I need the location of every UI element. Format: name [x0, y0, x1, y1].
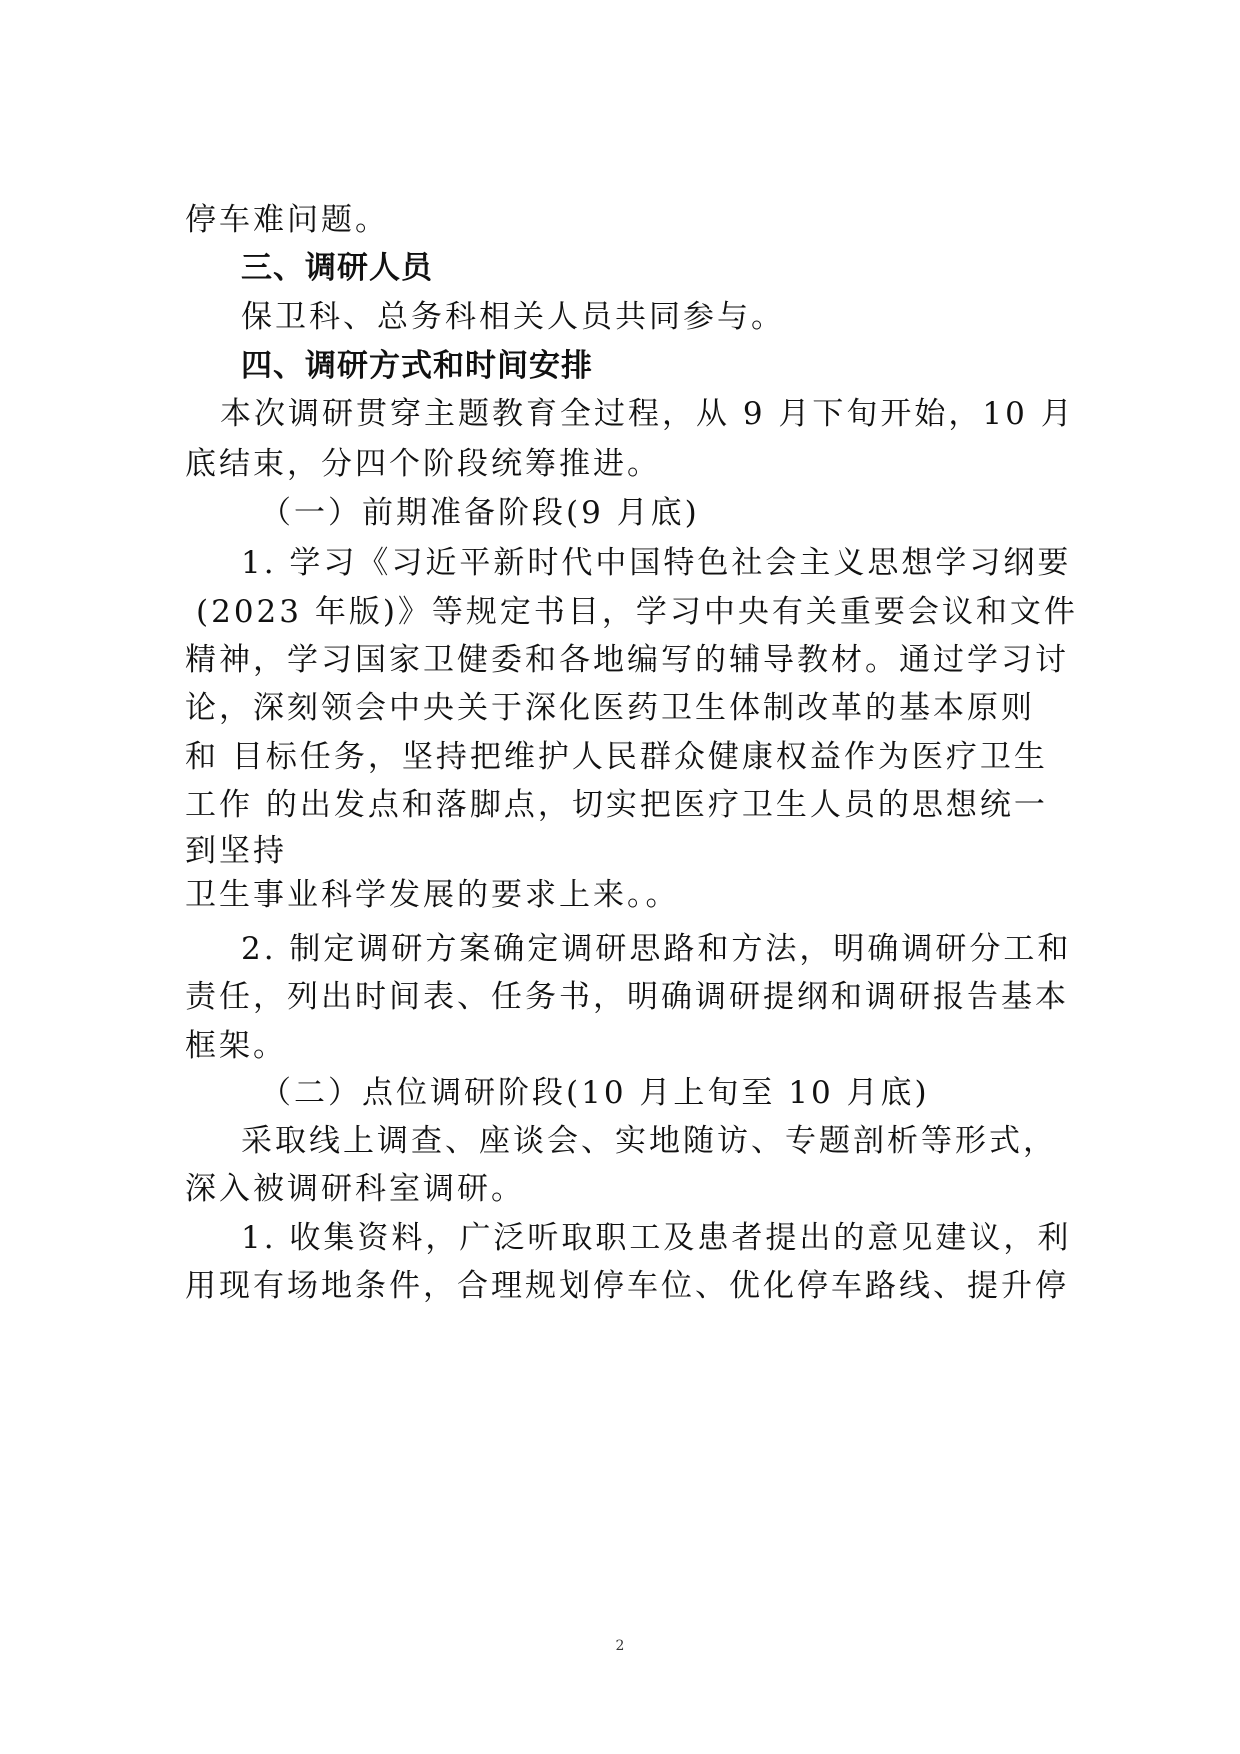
text-line: 框架。: [185, 1028, 287, 1064]
text-line: 和 目标任务，坚持把维护人民群众健康权益作为医疗卫生: [185, 739, 1048, 775]
subsection-heading: （二）点位调研阶段(10 月上旬至 10 月底): [260, 1075, 930, 1111]
text-line: 采取线上调查、座谈会、实地随访、专题剖析等形式，: [241, 1123, 1057, 1159]
subsection-heading: （一）前期准备阶段(9 月底): [260, 495, 700, 531]
text-line: 用现有场地条件，合理规划停车位、优化停车路线、提升停: [185, 1268, 1069, 1304]
text-line: 1. 学习《习近平新时代中国特色社会主义思想学习纲要: [241, 545, 1072, 581]
text-line: 精神，学习国家卫健委和各地编写的辅导教材。通过学习讨: [185, 642, 1069, 678]
text-line: 深入被调研科室调研。: [185, 1171, 525, 1207]
section-heading: 四、调研方式和时间安排: [241, 348, 593, 384]
text-line: 停车难问题。: [185, 202, 389, 238]
text-line: 保卫科、总务科相关人员共同参与。: [241, 299, 785, 335]
text-line: 1. 收集资料，广泛听取职工及患者提出的意见建议，利: [241, 1220, 1072, 1256]
text-line: 2. 制定调研方案确定调研思路和方法，明确调研分工和: [241, 931, 1072, 967]
text-line: 工作 的出发点和落脚点，切实把医疗卫生人员的思想统一: [185, 787, 1048, 823]
text-line: (2023 年版)》等规定书目，学习中央有关重要会议和文件: [196, 594, 1078, 630]
text-line: 论，深刻领会中央关于深化医药卫生体制改革的基本原则: [185, 690, 1035, 726]
text-line: 责任，列出时间表、任务书，明确调研提纲和调研报告基本: [185, 979, 1069, 1015]
text-line: 底结束，分四个阶段统筹推进。: [185, 446, 661, 482]
text-line: 卫生事业科学发展的要求上来。。: [185, 877, 680, 913]
text-line: 本次调研贯穿主题教育全过程，从 9 月下旬开始，10 月: [220, 396, 1075, 432]
text-line: 到坚持: [185, 833, 287, 869]
section-heading: 三、调研人员: [241, 250, 433, 286]
page-number: 2: [615, 1638, 625, 1654]
